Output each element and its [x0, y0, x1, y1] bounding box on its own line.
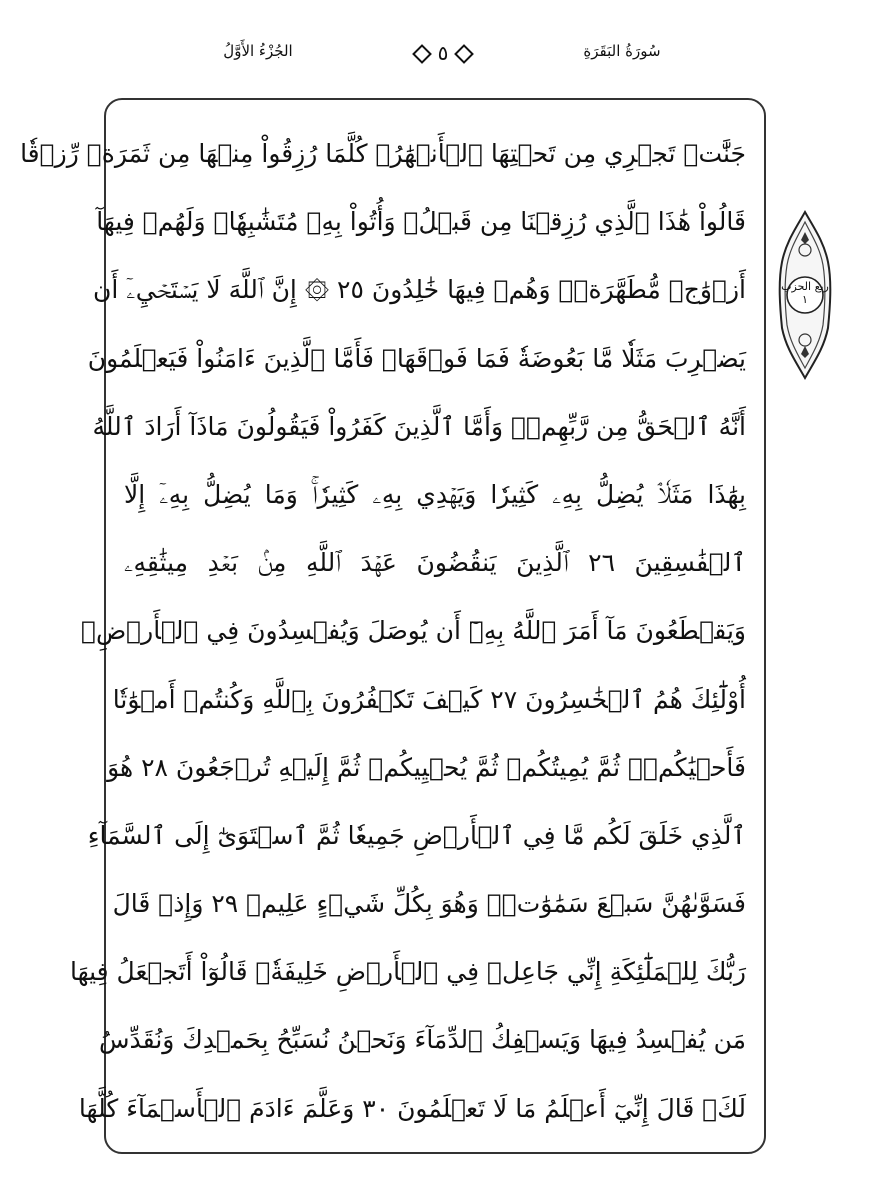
text-line-2: قَالُواْ هَٰذَا ٱلَّذِي رُزِقۡنَا مِن قَبۡلُۖ وَأُتُواْ بِهِۦ مُتَشَٰبِهٗاۖ وَلَهُمۡ فِيهَآ	[96, 207, 746, 237]
text-line-13: رَبُّكَ لِلۡمَلَٰٓئِكَةِ إِنِّي جَاعِلٞ فِي ٱلۡأَرۡضِ خَلِيفَةٗۖ قَالُوٓاْ أَتَجۡعَلُ فِيهَا	[69, 957, 746, 987]
text-line-15: لَكَۖ قَالَ إِنِّيٓ أَعۡلَمُ مَا لَا تَعۡلَمُونَ ٣٠ وَعَلَّمَ ءَادَمَ ٱلۡأَسۡمَآءَ كُلَّهَا	[78, 1093, 746, 1123]
text-line-11: ٱلَّذِي خَلَقَ لَكُم مَّا فِي ٱلۡأَرۡضِ جَمِيعٗا ثُمَّ ٱسۡتَوَىٰٓ إِلَى ٱلسَّمَآءِ	[87, 820, 746, 850]
text-line-1: جَنَّٰتٖ تَجۡرِي مِن تَحۡتِهَا ٱلۡأَنۡهَٰرُۖ كُلَّمَا رُزِقُواْ مِنۡهَا مِن ثَمَرَةٖ رِّزۡقٗا	[20, 139, 746, 168]
surah-title: سُورَةُ البَقَرَةِ	[583, 42, 661, 60]
quran-text-lines	[20, 120, 746, 1143]
juz-title: الجُزْءُ الأَوَّلُ	[223, 42, 293, 60]
ornamental-hizb-icon	[778, 210, 832, 380]
text-line-5: أَنَّهُ ٱلۡحَقُّ مِن رَّبِّهِمۡۖ وَأَمَّا ٱلَّذِينَ كَفَرُواْ فَيَقُولُونَ مَاذَآ أَرَادَ ٱللَّهُ	[92, 411, 746, 441]
text-line-4: يَضۡرِبَ مَثَلٗا مَّا بَعُوضَةٗ فَمَا فَوۡقَهَاۚ فَأَمَّا ٱلَّذِينَ ءَامَنُواْ فَيَعۡلَمُونَ	[87, 343, 746, 373]
page-header	[0, 34, 870, 84]
text-line-7: ٱلۡفَٰسِقِينَ ٢٦ ٱلَّذِينَ يَنقُضُونَ عَهۡدَ ٱللَّهِ مِنۢ بَعۡدِ مِيثَٰقِهِۦ	[124, 548, 746, 578]
page-number: ٥	[413, 40, 473, 66]
text-line-8: وَيَقۡطَعُونَ مَآ أَمَرَ ٱللَّهُ بِهِۦٓ أَن يُوصَلَ وَيُفۡسِدُونَ فِي ٱلۡأَرۡضِۚ	[80, 616, 746, 646]
hizb-label: ربع الحزب ١	[781, 280, 829, 306]
quran-text-frame	[20, 98, 766, 1154]
text-line-3: أَزۡوَٰجٞ مُّطَهَّرَةٞۖ وَهُمۡ فِيهَا خَٰلِدُونَ ٢٥ ۞ إِنَّ ٱللَّهَ لَا يَسۡتَحۡيِۦٓ أَن	[93, 275, 746, 305]
text-line-6: بِهَٰذَا مَثَلٗاۘ يُضِلُّ بِهِۦ كَثِيرٗا وَيَهۡدِي بِهِۦ كَثِيرٗاۚ وَمَا يُضِلُّ بِهِۦٓ إِلَّا	[124, 479, 746, 509]
text-line-10: فَأَحۡيَٰكُمۡۖ ثُمَّ يُمِيتُكُمۡ ثُمَّ يُحۡيِيكُمۡ ثُمَّ إِلَيۡهِ تُرۡجَعُونَ ٢٨ هُوَ	[107, 752, 746, 782]
text-line-12: فَسَوَّىٰهُنَّ سَبۡعَ سَمَٰوَٰتٖۚ وَهُوَ بِكُلِّ شَيۡءٍ عَلِيمٞ ٢٩ وَإِذۡ قَالَ	[112, 889, 746, 919]
text-line-14: مَن يُفۡسِدُ فِيهَا وَيَسۡفِكُ ٱلدِّمَآءَ وَنَحۡنُ نُسَبِّحُ بِحَمۡدِكَ وَنُقَدِّسُ	[99, 1025, 746, 1055]
text-line-9: أُوْلَٰٓئِكَ هُمُ ٱلۡخَٰسِرُونَ ٢٧ كَيۡفَ تَكۡفُرُونَ بِٱللَّهِ وَكُنتُمۡ أَمۡوَٰتٗا	[112, 684, 746, 714]
